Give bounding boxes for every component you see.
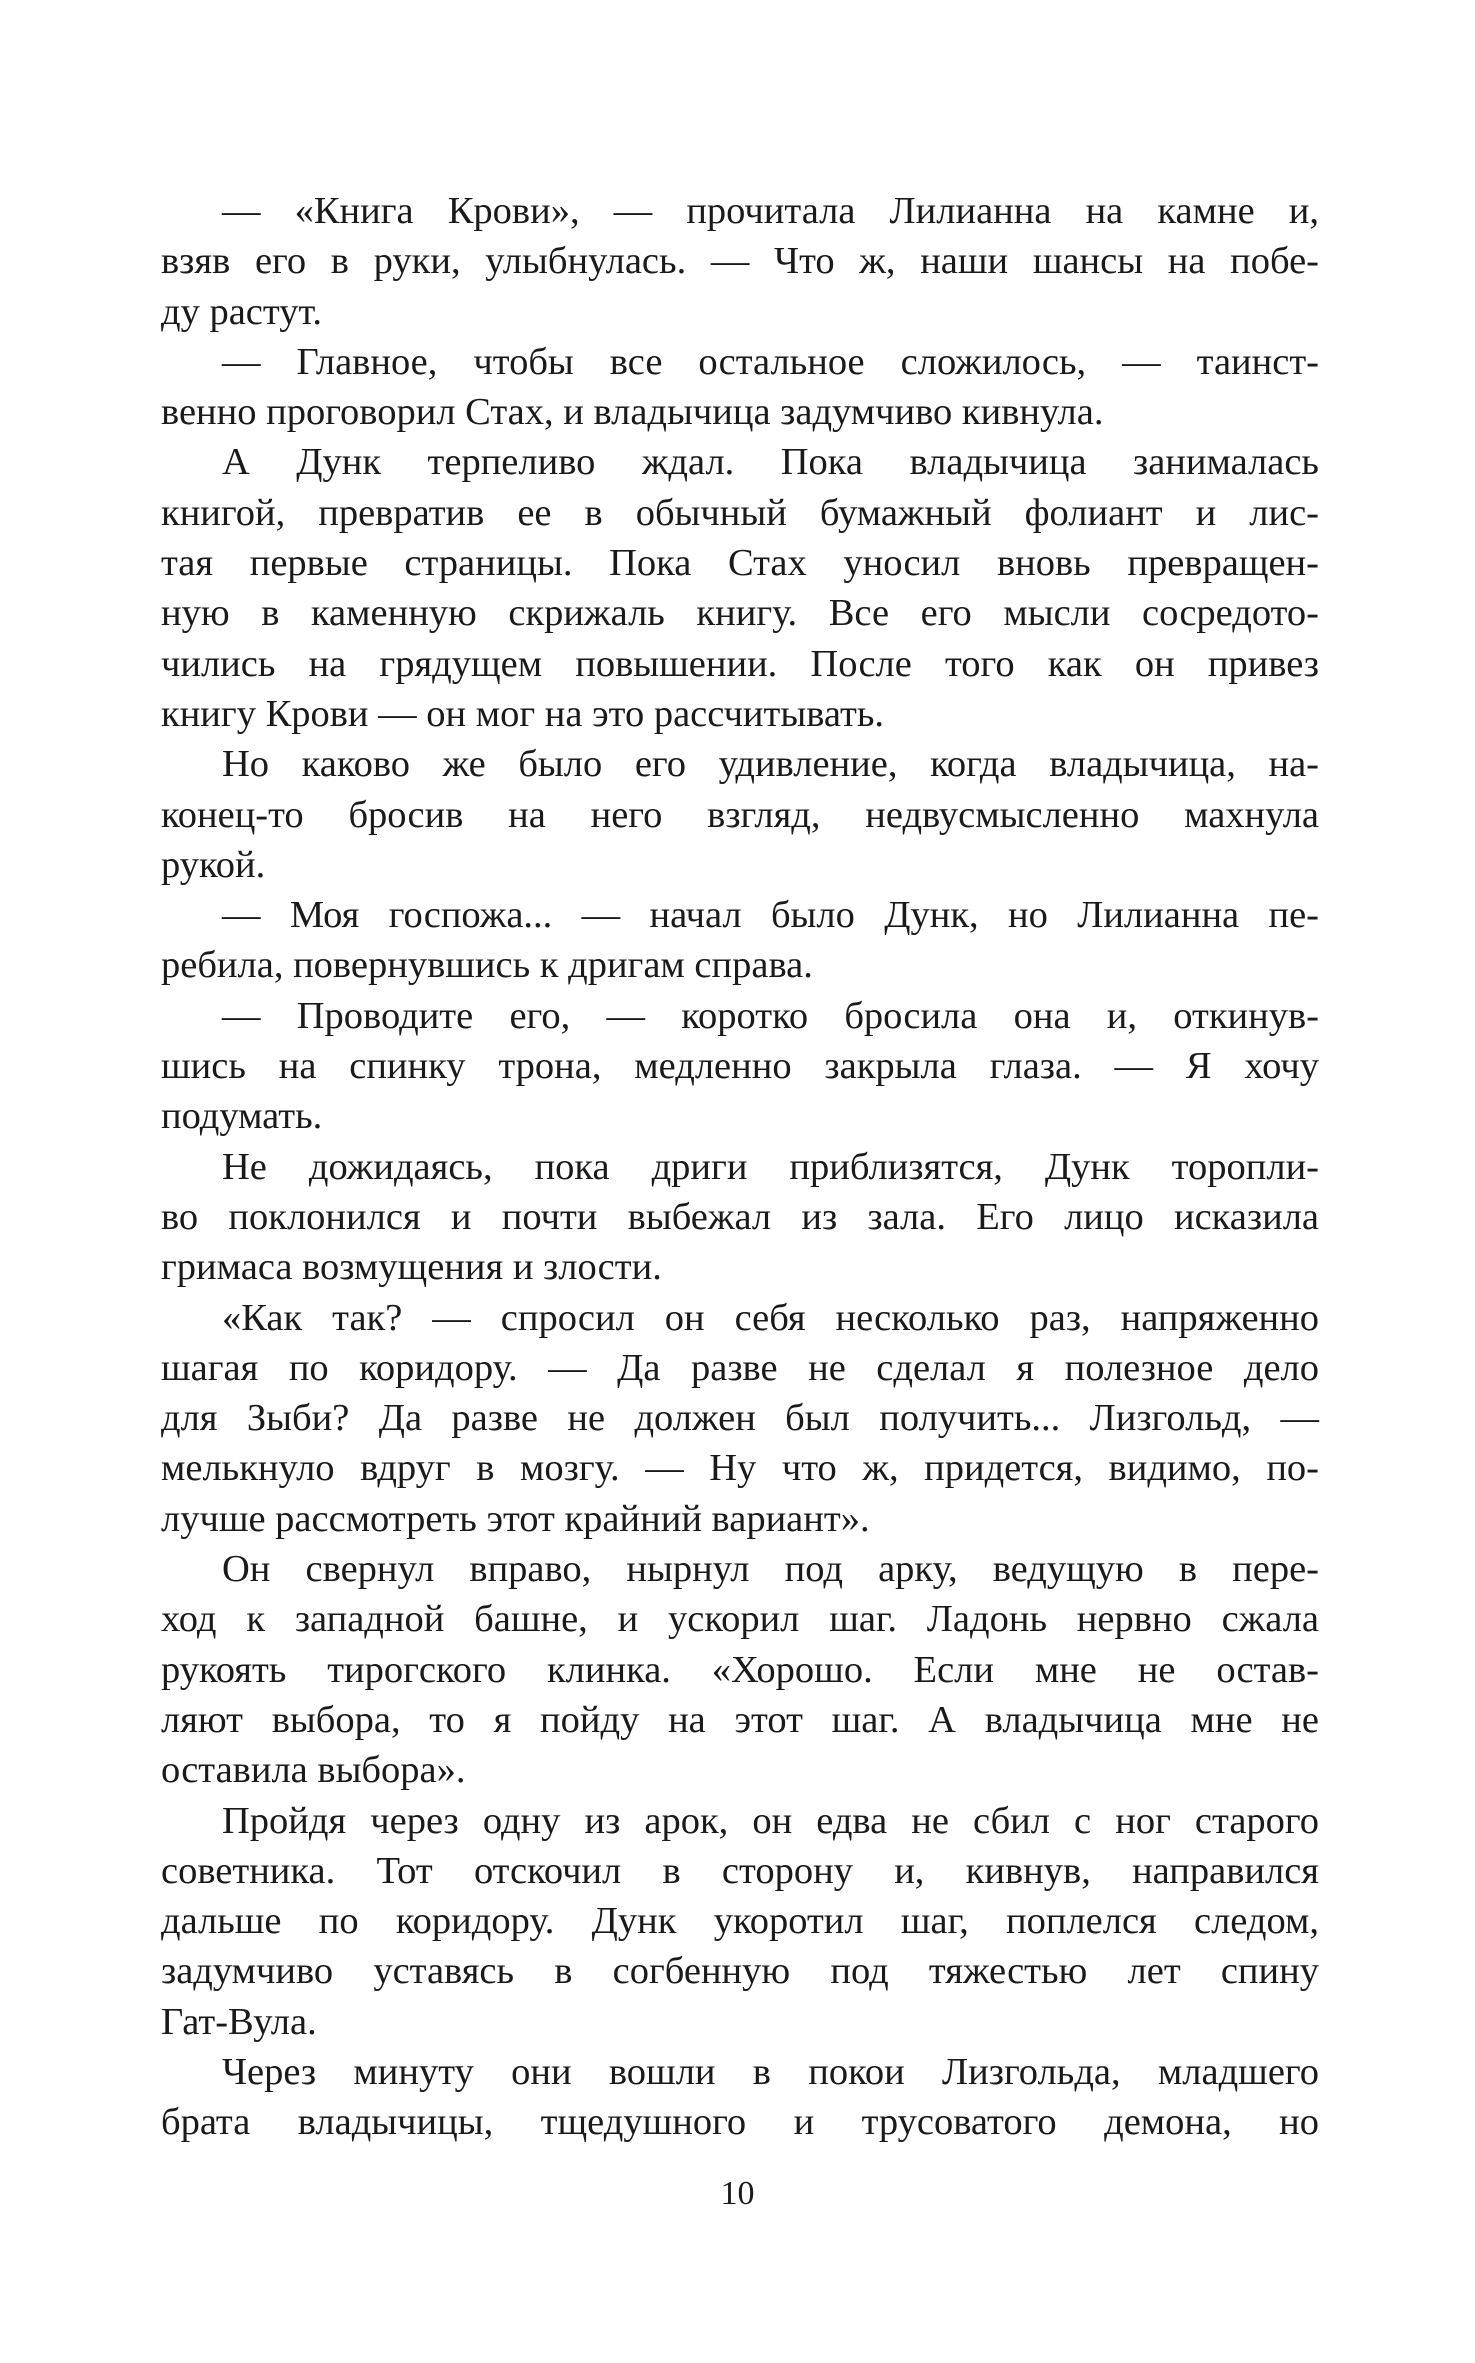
page-number: 10 (720, 2175, 755, 2212)
text-line: Не дожидаясь, пока дриги приблизятся, Дунк торопли- (222, 1145, 1319, 1188)
text-line: конец-то бросив на него взгляд, недвусмысленно махнула (161, 793, 1319, 836)
text-line: подумать. (161, 1095, 323, 1138)
text-line: — Проводите его, — коротко бросила она и, откинув- (222, 994, 1319, 1037)
text-line: ную в каменную скрижаль книгу. Все его мысли сосредото- (161, 592, 1319, 635)
text-line: книгу Крови — он мог на это рассчитывать. (161, 692, 885, 735)
text-line: — Моя госпожа... — начал было Дунк, но Лилианна пе- (222, 894, 1319, 937)
text-line: ход к западной башне, и ускорил шаг. Ладонь нервно сжала (161, 1598, 1319, 1641)
text-line: дальше по коридору. Дунк укоротил шаг, поплелся следом, (161, 1900, 1319, 1943)
text-line: задумчиво уставясь в согбенную под тяжестью лет спину (161, 1950, 1319, 1993)
text-line: венно проговорил Стах, и владычица задумчиво кивнула. (161, 391, 1104, 434)
text-line: мелькнуло вдруг в мозгу. — Ну что ж, придется, видимо, по- (161, 1447, 1319, 1490)
text-line: книгой, превратив ее в обычный бумажный фолиант и лис- (161, 491, 1319, 534)
text-line: лучше рассмотреть этот крайний вариант». (161, 1497, 870, 1540)
text-line: Пройдя через одну из арок, он едва не сбил с ног старого (222, 1799, 1319, 1842)
text-line: ду растут. (161, 290, 323, 333)
text-line: оставила выбора». (161, 1749, 466, 1792)
text-line: Через минуту они вошли в покои Лизгольда, младшего (222, 2050, 1319, 2093)
text-line: ляют выбора, то я пойду на этот шаг. А владычица мне не (161, 1698, 1319, 1741)
text-line: рукоять тирогского клинка. «Хорошо. Если мне не остав- (161, 1648, 1319, 1691)
text-line: тая первые страницы. Пока Стах уносил вновь превращен- (161, 542, 1319, 585)
text-line: ребила, повернувшись к дригам справа. (161, 944, 813, 987)
text-line: шагая по коридору. — Да разве не сделал я полезное дело (161, 1346, 1319, 1389)
text-line: чились на грядущем повышении. После того как он привез (161, 642, 1319, 685)
text-line: шись на спинку трона, медленно закрыла глаза. — Я хочу (161, 1045, 1319, 1088)
body-text (161, 186, 1319, 2148)
text-line: взяв его в руки, улыбнулась. — Что ж, наши шансы на побе- (161, 240, 1319, 283)
text-line: рукой. (161, 843, 266, 886)
text-line: «Как так? — спросил он себя несколько раз, напряженно (222, 1296, 1319, 1339)
text-line: — «Книга Крови», — прочитала Лилианна на камне и, (222, 190, 1319, 232)
text-line: Он свернул вправо, нырнул под арку, ведущую в пере- (222, 1548, 1319, 1591)
text-line: гримаса возмущения и злости. (161, 1246, 662, 1289)
text-line: А Дунк терпеливо ждал. Пока владычица занималась (222, 441, 1319, 484)
text-line: во поклонился и почти выбежал из зала. Его лицо исказила (161, 1195, 1319, 1238)
text-line: Но каково же было его удивление, когда владычица, на- (222, 743, 1319, 786)
text-line: для Зыби? Да разве не должен был получить... Лизгольд, — (161, 1397, 1319, 1440)
text-line: Гат-Вула. (161, 2000, 317, 2043)
text-line: советника. Тот отскочил в сторону и, кивнув, направился (161, 1849, 1319, 1892)
text-line: — Главное, чтобы все остальное сложилось, — таинст- (222, 340, 1319, 383)
text-line: брата владычицы, тщедушного и трусоватого демона, но (161, 2101, 1319, 2144)
